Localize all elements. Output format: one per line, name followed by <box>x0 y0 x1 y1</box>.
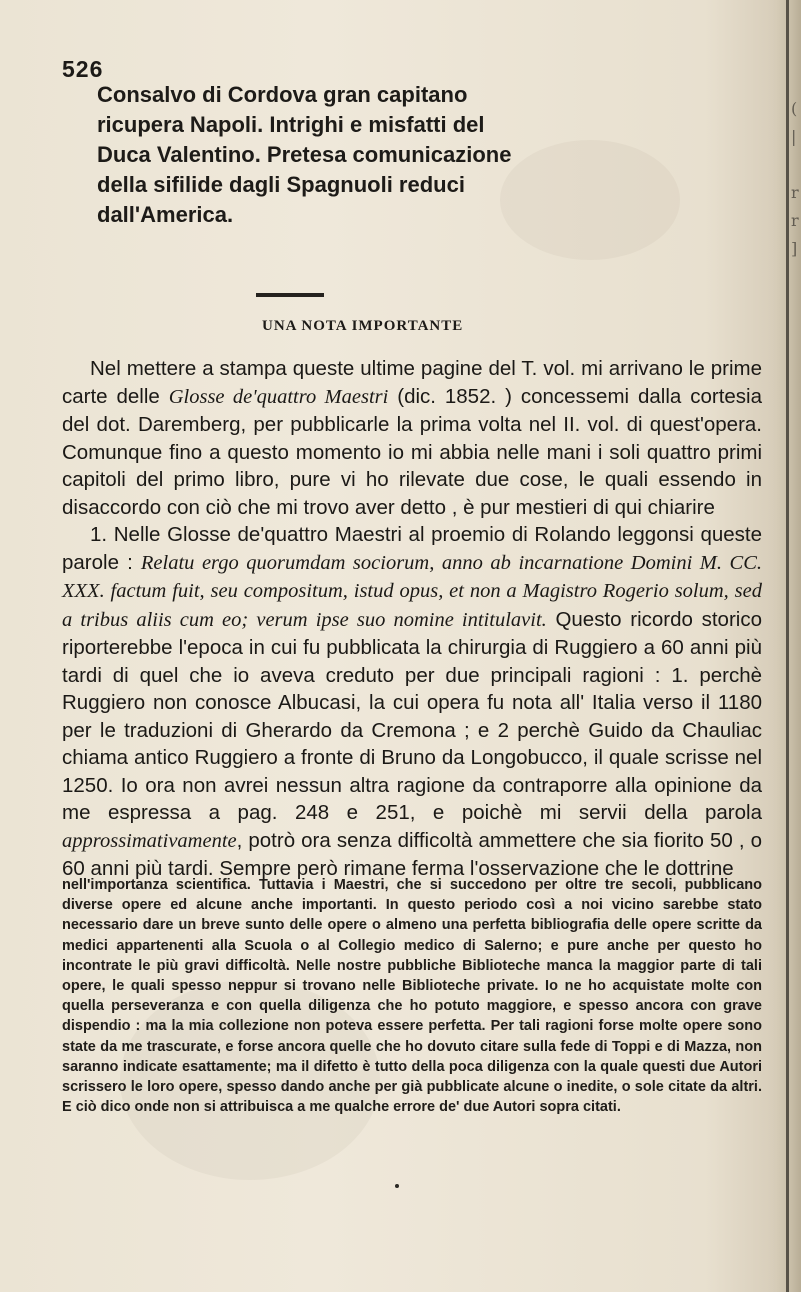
footnote: nell'importanza scientifica. Tuttavia i Maestri, che si succedono per oltre tre secoli, pubblicano diverse opere ed alcune anche importanti. In questo periodo così a noi vicino sarebbe stato necessario dare un breve sunto delle opere o almeno una perfetta bibliografia delle opere scritte da medici appartenenti alla Scuola o al Collegio medico di Salerno; e pure anche per questo ho incontrate le più gravi difficoltà. Nelle nostre pubbliche Biblioteche manca la maggior parte di tali opere, le quali spesso neppur si trovano nelle Biblioteche private. Io ne ho acquistate molte con quella perseveranza e con quella diligenza che ho potuto maggiore, e spesso ancora con grave dispendio : ma la mia collezione non poteva essere perfetta. Per tali ragioni forse molte opere sono state da me trascurate, e forse ancora quelle che ho dovuto citare sulla fede di Toppi e di Mazza, non saranno indicate esattamente; ma il difetto è tutto della poca diligenza con la quale questi due Autori scrissero le loro opere, spesso dando anche per già pubblicate alcune o inedite, o sole citate da altri. E ciò dico onde non si attribuisca a me qualche errore de' due Autori sopra citati. <box>62 877 762 1116</box>
paragraph-2-text-c: Questo ricordo storico riporterebbe l'epoca in cui fu pubblicata la chirurgia di Ruggiero a 60 anni più tardi di quel che io aveva creduto per due principali ragioni : 1. perchè Ruggiero non conosce Albucasi, la cui opera fu nota all' Italia verso il 1180 per le traduzioni di Gherardo da Cremona ; e 2 perchè Guido da Chauliac chiama antico Ruggiero a fronte di Bruno da Longobucco, il quale scrisse nel 1250. Io ora non avrei nessun altra ragione da contraporre alla opinione da me espressa a pag. 248 e 251, e poichè mi servii della parola <box>62 607 762 824</box>
paragraph-1 <box>62 355 762 521</box>
book-title-glosse: Glosse de'quattro Maestri <box>168 385 389 408</box>
section-divider <box>256 293 324 297</box>
latin-quotation: Relatu ergo quorumdam sociorum, anno ab incarnatione Domini M. CC. XXX. factum fuit, seu compositum, istud opus, et non a Magistro Rogerio solum, sed a tribus aliis cum eo; verum ipse suo nomine intitulavit. <box>62 551 763 631</box>
italic-word: approssimativamente <box>62 829 237 852</box>
paragraph-2 <box>62 521 762 883</box>
paragraph-2-text-e: , potrò ora senza difficoltà ammettere che sia fiorito 50 , o 60 anni più tardi. Sempre però rimane ferma l'osservazione che le dottrine <box>62 828 762 880</box>
section-heading: UNA NOTA IMPORTANTE <box>262 318 464 334</box>
adjacent-page-glyphs: ( | r r ] <box>791 99 799 258</box>
chapter-summary: Consalvo di Cordova gran capitano ricupera Napoli. Intrighi e misfatti del Duca Valentino. Pretesa comunicazione della sifilide dagli Spagnuoli reduci dall'America. <box>97 82 512 227</box>
page-number: 526 <box>62 56 104 82</box>
main-text <box>62 355 762 883</box>
paragraph-1-text-a: Nel mettere a stampa queste ultime pagine del T. vol. mi arrivano le prime carte delle <box>62 357 762 408</box>
page-gutter-line <box>786 0 789 1292</box>
paragraph-2-text-a: 1. Nelle Glosse de'quattro Maestri al proemio di Rolando leggonsi queste parole : <box>62 523 762 574</box>
ink-dot <box>395 1184 399 1188</box>
paragraph-1-text-c: (dic. 1852. ) concessemi dalla cortesia del dot. Daremberg, per pubblicarle la prima volta nel II. vol. di quest'opera. Comunque fino a questo momento io mi abbia nelle mani i soli quattro primi capitoli del primo libro, pure vi ho rilevate due cose, le quali essendo in disaccordo con ciò che mi trovo aver detto , è pur mestieri di qui chiarire <box>62 384 762 519</box>
